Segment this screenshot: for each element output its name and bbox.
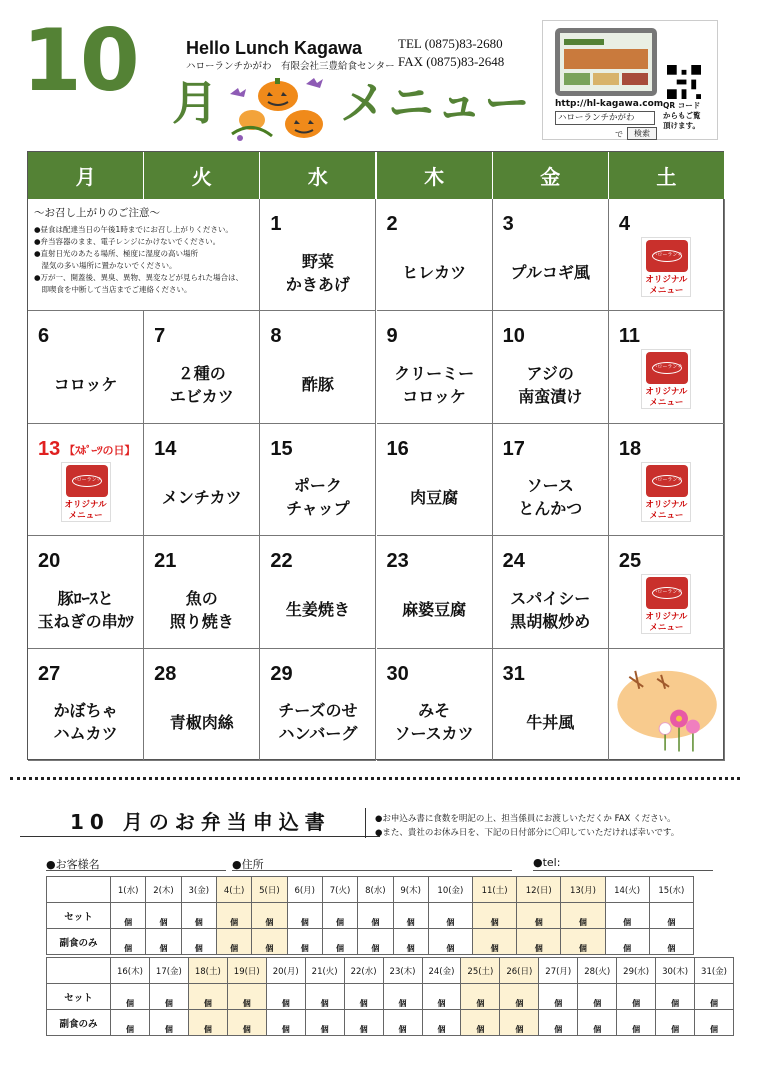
quantity-cell[interactable]: 個 — [383, 984, 422, 1010]
badge-line-1: オリジナル — [645, 387, 688, 398]
form-title: 10 月のお弁当申込書 — [70, 810, 331, 834]
quantity-cell[interactable]: 個 — [322, 903, 357, 929]
order-table-2 — [46, 957, 734, 1036]
quantity-cell[interactable]: 個 — [500, 984, 539, 1010]
order-row — [47, 984, 734, 1010]
menu-item: ２種の エビカツ — [169, 363, 234, 407]
quantity-cell[interactable]: 個 — [227, 984, 266, 1010]
notice-line: ●直射日光のあたる場所、極度に湿度の高い場所 湿気の多い場所に置かないでください。 — [34, 249, 199, 270]
calendar-day — [28, 536, 144, 648]
tablet-image — [555, 28, 657, 96]
calendar-day — [377, 424, 493, 536]
quantity-cell[interactable]: 個 — [111, 903, 146, 929]
day-number: 21 — [154, 550, 177, 573]
notice-box — [28, 199, 260, 311]
badge-line-1: オリジナル — [64, 499, 107, 510]
website-ad — [542, 20, 718, 140]
quantity-cell[interactable]: 個 — [287, 929, 322, 955]
notice-title: ～お召し上がりのご注意～ — [34, 207, 160, 219]
day-number: 3 — [502, 213, 514, 235]
hello-lunch-logo-icon — [646, 577, 688, 609]
date-cell[interactable]: 3(金) — [181, 877, 216, 903]
calendar-day — [609, 311, 725, 423]
address-field[interactable] — [232, 870, 512, 871]
day-number: 31 — [502, 662, 525, 685]
quantity-cell[interactable]: 個 — [181, 903, 216, 929]
day-number: 16 — [386, 437, 409, 460]
calendar-day — [609, 199, 725, 311]
quantity-cell[interactable]: 個 — [656, 1010, 695, 1036]
search-box[interactable]: ハローランチかがわ — [555, 111, 655, 125]
title-underline — [20, 836, 380, 837]
menu-item: 青椒肉絲 — [169, 712, 234, 732]
menu-item: メンチカツ — [161, 487, 242, 507]
tel-field[interactable] — [533, 870, 713, 871]
hello-lunch-logo-icon — [646, 240, 688, 272]
badge-line-2: メニュー — [649, 623, 684, 634]
quantity-cell[interactable]: 個 — [393, 929, 428, 955]
quantity-cell[interactable]: 個 — [344, 984, 383, 1010]
day-number: 25 — [618, 550, 642, 573]
original-menu-badge — [641, 237, 691, 297]
calendar-day — [493, 424, 609, 536]
quantity-cell[interactable]: 個 — [393, 903, 428, 929]
logo-text: ハローランチ — [71, 476, 102, 483]
calendar-day — [493, 199, 609, 311]
quantity-cell[interactable]: 個 — [539, 984, 578, 1010]
row-label: 副食のみ — [47, 1010, 111, 1036]
quantity-cell[interactable]: 個 — [287, 903, 322, 929]
quantity-cell[interactable]: 個 — [146, 929, 181, 955]
row-label: 副食のみ — [47, 929, 111, 955]
address-label: ●住所 — [232, 858, 264, 871]
day-number: 27 — [38, 662, 61, 685]
quantity-cell[interactable]: 個 — [383, 1010, 422, 1036]
quantity-cell[interactable]: 個 — [111, 984, 150, 1010]
day-number: 8 — [270, 325, 282, 348]
day-number: 4 — [618, 213, 630, 235]
weekday-header: 火 — [144, 152, 260, 199]
quantity-cell[interactable]: 個 — [266, 984, 305, 1010]
date-cell[interactable]: 14(火) — [605, 877, 649, 903]
quantity-cell[interactable]: 個 — [227, 1010, 266, 1036]
customer-name-field[interactable] — [46, 870, 226, 871]
quantity-cell[interactable]: 個 — [561, 929, 605, 955]
quantity-cell[interactable]: 個 — [358, 929, 393, 955]
quantity-cell[interactable]: 個 — [695, 984, 734, 1010]
quantity-cell[interactable]: 個 — [578, 1010, 617, 1036]
quantity-cell[interactable]: 個 — [111, 1010, 150, 1036]
day-number: 30 — [386, 662, 409, 685]
holiday-label: 【ｽﾎﾟｰﾂの日】 — [64, 443, 136, 457]
order-row — [47, 1010, 734, 1036]
quantity-cell[interactable]: 個 — [461, 1010, 500, 1036]
calendar-day — [144, 536, 260, 648]
quantity-cell[interactable]: 個 — [472, 903, 516, 929]
date-cell[interactable]: 27(月) — [539, 958, 578, 984]
menu-title: メニュー — [340, 76, 532, 130]
quantity-cell[interactable]: 個 — [656, 984, 695, 1010]
date-cell[interactable]: 9(木) — [393, 877, 428, 903]
date-cell[interactable]: 11(土) — [472, 877, 516, 903]
badge-line-2: メニュー — [649, 510, 684, 521]
quantity-cell[interactable]: 個 — [149, 1010, 188, 1036]
quantity-cell[interactable]: 個 — [188, 984, 227, 1010]
calendar-day — [377, 536, 493, 648]
hello-lunch-logo-icon — [646, 352, 688, 384]
day-number: 20 — [38, 550, 61, 573]
original-menu-badge — [641, 574, 691, 634]
quantity-cell[interactable]: 個 — [461, 984, 500, 1010]
day-number: 10 — [502, 325, 525, 348]
hello-lunch-logo-icon — [646, 465, 688, 497]
day-number: 29 — [270, 662, 293, 685]
qr-caption: QR コード からもご覧 頂けます。 — [663, 101, 701, 130]
date-cell[interactable]: 22(水) — [344, 958, 383, 984]
original-menu-badge — [61, 462, 111, 522]
tel-label: ●tel: — [533, 856, 561, 869]
quantity-cell[interactable]: 個 — [216, 903, 251, 929]
quantity-cell[interactable]: 個 — [605, 903, 649, 929]
weekday-header: 木 — [377, 152, 493, 199]
date-cell[interactable]: 20(月) — [266, 958, 305, 984]
halloween-pumpkin-icon — [222, 72, 342, 144]
date-cell[interactable]: 17(金) — [149, 958, 188, 984]
day-number: 18 — [618, 437, 642, 460]
calendar-day — [144, 311, 260, 423]
weekday-header: 月 — [28, 152, 144, 199]
badge-line-1: オリジナル — [645, 499, 688, 510]
menu-item: ソース とんかつ — [518, 476, 583, 519]
day-number: 17 — [502, 437, 525, 460]
row-label — [47, 958, 111, 984]
date-cell[interactable]: 6(月) — [287, 877, 322, 903]
calendar-day — [28, 311, 144, 423]
menu-item: ヒレカツ — [402, 263, 467, 283]
website-url[interactable]: http://hl-kagawa.com — [555, 99, 664, 109]
day-number: 22 — [270, 550, 293, 573]
calendar-day — [377, 649, 493, 761]
badge-line-2: メニュー — [68, 510, 103, 521]
form-note-2: ●また、貴社のお休み日を、下記の日付部分に〇印していただければ幸いです。 — [375, 828, 680, 838]
date-cell[interactable]: 28(火) — [578, 958, 617, 984]
original-menu-badge — [641, 462, 691, 522]
calendar-day — [260, 649, 376, 761]
quantity-cell[interactable]: 個 — [422, 1010, 461, 1036]
date-cell[interactable]: 4(土) — [216, 877, 251, 903]
menu-item: 酢豚 — [301, 375, 334, 395]
menu-item: 豚ﾛｰｽと 玉ねぎの串ｶﾂ — [37, 588, 134, 631]
date-cell[interactable]: 19(日) — [227, 958, 266, 984]
menu-calendar — [27, 151, 724, 760]
badge-line-2: メニュー — [649, 398, 684, 409]
menu-item: クリーミー コロッケ — [394, 363, 475, 407]
date-cell[interactable]: 2(木) — [146, 877, 181, 903]
quantity-cell[interactable]: 個 — [305, 984, 344, 1010]
form-note-1: ●お申込み書に食数を明記の上、担当係員にお渡しいただくか FAX ください。 — [375, 814, 676, 824]
date-cell[interactable]: 30(木) — [656, 958, 695, 984]
day-number: 23 — [386, 550, 409, 573]
calendar-day — [260, 424, 376, 536]
day-number: 24 — [502, 550, 525, 573]
date-cell[interactable]: 25(土) — [461, 958, 500, 984]
date-cell[interactable]: 10(金) — [428, 877, 472, 903]
quantity-cell[interactable]: 個 — [266, 1010, 305, 1036]
calendar-day — [260, 536, 376, 648]
calendar-day — [28, 424, 144, 536]
menu-item: スパイシー 黒胡椒炒め — [510, 588, 591, 631]
quantity-cell[interactable]: 個 — [322, 929, 357, 955]
quantity-cell[interactable]: 個 — [358, 903, 393, 929]
quantity-cell[interactable]: 個 — [428, 903, 472, 929]
menu-item: アジの 南蛮漬け — [518, 363, 583, 407]
calendar-day — [28, 649, 144, 761]
logo-text: ハローランチ — [652, 476, 683, 483]
day-number: 14 — [154, 437, 177, 460]
autumn-decoration — [609, 649, 725, 761]
calendar-day — [377, 199, 493, 311]
quantity-cell[interactable]: 個 — [472, 929, 516, 955]
quantity-cell[interactable]: 個 — [649, 903, 693, 929]
date-cell[interactable]: 29(水) — [617, 958, 656, 984]
calendar-day — [144, 424, 260, 536]
day-number: 28 — [154, 662, 177, 685]
calendar-day — [260, 311, 376, 423]
quantity-cell[interactable]: 個 — [305, 1010, 344, 1036]
menu-item: かぼちゃ ハムカツ — [53, 701, 118, 744]
logo-text: ハローランチ — [652, 364, 683, 371]
date-cell[interactable]: 26(日) — [500, 958, 539, 984]
weekday-header: 土 — [609, 152, 725, 199]
calendar-day — [144, 649, 260, 761]
quantity-cell[interactable]: 個 — [617, 1010, 656, 1036]
badge-line-2: メニュー — [649, 286, 684, 296]
quantity-cell[interactable]: 個 — [422, 984, 461, 1010]
quantity-cell[interactable]: 個 — [149, 984, 188, 1010]
date-cell[interactable]: 13(月) — [561, 877, 605, 903]
weekday-header: 水 — [260, 152, 376, 199]
quantity-cell[interactable]: 個 — [188, 1010, 227, 1036]
row-label: セット — [47, 984, 111, 1010]
day-number: 11 — [618, 325, 640, 348]
date-cell[interactable]: 1(水) — [111, 877, 146, 903]
brand-name-jp: ハローランチかがわ 有限会社三豊給食センター — [186, 61, 395, 72]
badge-line-1: オリジナル — [645, 612, 688, 623]
calendar-day — [377, 311, 493, 423]
qr-code-icon — [667, 65, 701, 99]
date-cell[interactable]: 12(日) — [517, 877, 561, 903]
date-cell[interactable]: 31(金) — [695, 958, 734, 984]
day-number: 13 — [38, 437, 61, 460]
badge-line-1: オリジナル — [645, 275, 688, 285]
day-number: 15 — [270, 437, 293, 460]
quantity-cell[interactable]: 個 — [561, 903, 605, 929]
weekday-header: 金 — [493, 152, 609, 199]
quantity-cell[interactable]: 個 — [539, 1010, 578, 1036]
notice-line: ●弁当容器のまま、電子レンジにかけないでください。 — [34, 237, 221, 246]
date-cell[interactable]: 24(金) — [422, 958, 461, 984]
month-number: 10 — [22, 11, 138, 111]
menu-item: ポーク チャップ — [286, 476, 350, 519]
row-label: セット — [47, 903, 111, 929]
brand-name-en: Hello Lunch Kagawa — [186, 38, 363, 58]
order-row — [47, 929, 694, 955]
date-cell[interactable]: 16(木) — [111, 958, 150, 984]
quantity-cell[interactable]: 個 — [517, 903, 561, 929]
quantity-cell[interactable]: 個 — [695, 1010, 734, 1036]
day-number: 9 — [386, 325, 398, 348]
month-kanji: 月 — [172, 76, 218, 130]
calendar-day — [493, 536, 609, 648]
day-number: 6 — [38, 325, 50, 348]
calendar-day — [609, 424, 725, 536]
menu-item: 麻婆豆腐 — [402, 600, 467, 620]
menu-item: 牛丼風 — [526, 712, 575, 732]
menu-item: 野菜 かきあげ — [285, 251, 350, 294]
date-cell[interactable]: 5(日) — [252, 877, 287, 903]
dragonfly-cosmos-icon — [609, 649, 724, 760]
date-row — [47, 877, 694, 903]
date-row — [47, 958, 734, 984]
calendar-day — [493, 311, 609, 423]
logo-text: ハローランチ — [652, 589, 683, 596]
calendar-day — [609, 536, 725, 648]
original-menu-badge — [641, 349, 691, 409]
menu-item: チーズのせ ハンバーグ — [278, 701, 358, 744]
quantity-cell[interactable]: 個 — [649, 929, 693, 955]
day-number: 1 — [270, 213, 282, 235]
quantity-cell[interactable]: 個 — [617, 984, 656, 1010]
menu-item: 生姜焼き — [285, 600, 350, 620]
quantity-cell[interactable]: 個 — [500, 1010, 539, 1036]
tel-number: TEL (0875)83-2680 — [398, 36, 503, 51]
customer-name-label: ●お客様名 — [46, 858, 100, 871]
quantity-cell[interactable]: 個 — [605, 929, 649, 955]
menu-item: コロッケ — [53, 375, 118, 395]
date-cell[interactable]: 21(火) — [305, 958, 344, 984]
date-cell[interactable]: 8(水) — [358, 877, 393, 903]
quantity-cell[interactable]: 個 — [252, 903, 287, 929]
quantity-cell[interactable]: 個 — [111, 929, 146, 955]
day-number: 7 — [154, 325, 166, 348]
title-separator — [365, 808, 366, 838]
date-cell[interactable]: 7(火) — [322, 877, 357, 903]
notice-line: ●昼食は配達当日の午後1時までにお召し上がりください。 — [34, 225, 233, 234]
notice-line: ●万が一、開蓋後、異臭、異物、異変などが見られた場合は、 即喫食を中断して当店までご連絡ください。 — [34, 273, 244, 294]
menu-item: 肉豆腐 — [410, 487, 459, 507]
quantity-cell[interactable]: 個 — [578, 984, 617, 1010]
quantity-cell[interactable]: 個 — [344, 1010, 383, 1036]
quantity-cell[interactable]: 個 — [181, 929, 216, 955]
logo-text: ハローランチ — [652, 252, 683, 258]
date-cell[interactable]: 18(土) — [188, 958, 227, 984]
order-table-1 — [46, 876, 694, 955]
menu-item: 魚の 照り焼き — [169, 588, 234, 631]
menu-item: みそ ソースカツ — [394, 701, 474, 744]
quantity-cell[interactable]: 個 — [252, 929, 287, 955]
search-button[interactable]: 検索 — [627, 127, 657, 140]
day-number: 2 — [386, 213, 398, 235]
calendar-day — [493, 649, 609, 761]
search-de: で — [615, 130, 623, 139]
menu-item: プルコギ風 — [510, 263, 590, 283]
calendar-day — [260, 199, 376, 311]
row-label — [47, 877, 111, 903]
order-row — [47, 903, 694, 929]
date-cell[interactable]: 15(水) — [649, 877, 693, 903]
quantity-cell[interactable]: 個 — [428, 929, 472, 955]
hello-lunch-logo-icon — [66, 465, 108, 497]
cut-line — [10, 777, 740, 780]
quantity-cell[interactable]: 個 — [216, 929, 251, 955]
quantity-cell[interactable]: 個 — [146, 903, 181, 929]
fax-number: FAX (0875)83-2648 — [398, 54, 505, 69]
quantity-cell[interactable]: 個 — [517, 929, 561, 955]
date-cell[interactable]: 23(木) — [383, 958, 422, 984]
